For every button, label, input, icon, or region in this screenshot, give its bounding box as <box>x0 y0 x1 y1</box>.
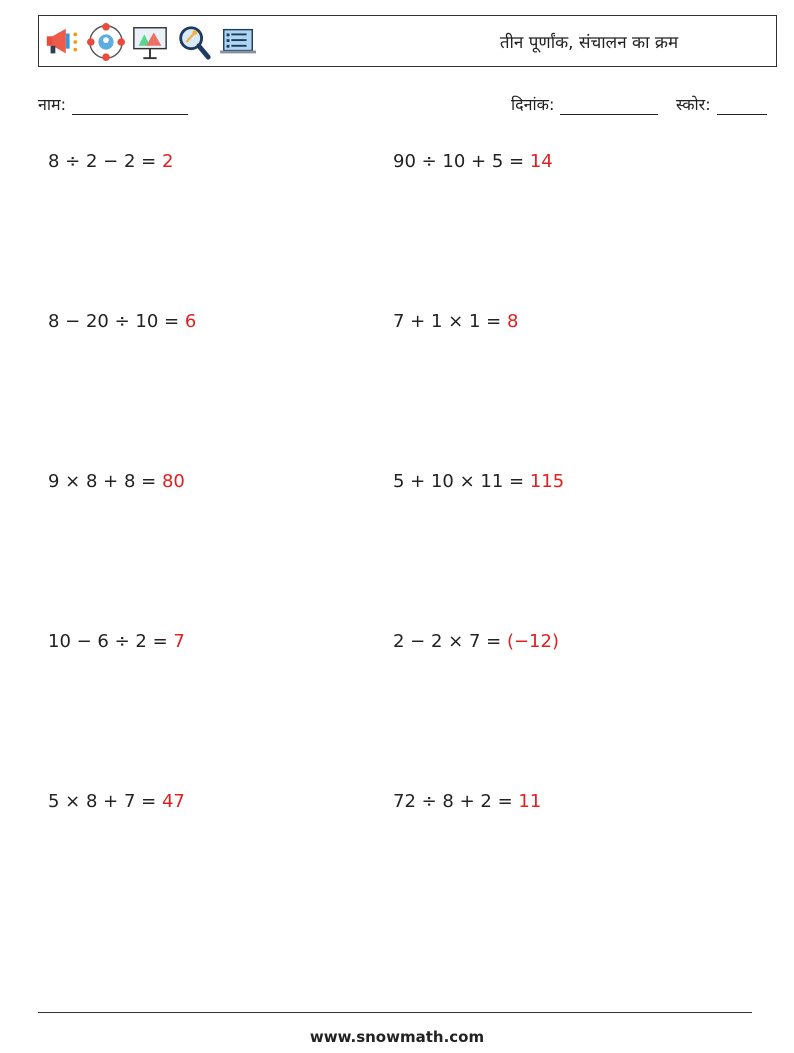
score-field <box>676 93 767 115</box>
problem-answer: (−12) <box>506 631 559 652</box>
name-blank[interactable] <box>72 96 188 115</box>
score-blank[interactable] <box>717 96 767 115</box>
name-field <box>38 93 188 115</box>
problem-8 <box>393 631 559 652</box>
problem-expression: 8 ÷ 2 − 2 = <box>48 151 162 172</box>
problem-answer: 6 <box>184 311 197 332</box>
problem-answer: 7 <box>173 631 185 652</box>
header-icons <box>43 22 257 62</box>
team-circle-icon <box>87 23 125 61</box>
problem-6 <box>393 471 564 492</box>
problem-expression: 8 − 20 ÷ 10 = <box>48 311 185 332</box>
problem-expression: 90 ÷ 10 + 5 = <box>393 151 530 172</box>
problem-expression: 72 ÷ 8 + 2 = <box>393 791 519 812</box>
problem-1 <box>48 151 173 172</box>
name-label: नाम: <box>38 95 66 114</box>
date-field <box>511 93 658 115</box>
presentation-board-icon <box>131 23 169 61</box>
problem-answer: 115 <box>529 471 565 492</box>
worksheet-header <box>38 15 777 67</box>
problem-10 <box>393 791 541 812</box>
footer-divider <box>38 1012 752 1013</box>
problem-expression: 5 + 10 × 11 = <box>393 471 530 492</box>
problem-4 <box>393 311 518 332</box>
problem-3 <box>48 311 196 332</box>
problem-expression: 2 − 2 × 7 = <box>393 631 507 652</box>
problem-9 <box>48 791 185 812</box>
problem-expression: 10 − 6 ÷ 2 = <box>48 631 174 652</box>
footer-url[interactable]: www.snowmath.com <box>309 1028 485 1046</box>
date-blank[interactable] <box>560 96 658 115</box>
worksheet-title: तीन पूर्णांक, संचालन का क्रम <box>499 33 679 53</box>
problem-answer: 8 <box>506 311 519 332</box>
problem-expression: 9 × 8 + 8 = <box>48 471 162 492</box>
problem-expression: 5 × 8 + 7 = <box>48 791 162 812</box>
magnifier-icon <box>175 23 213 61</box>
megaphone-icon <box>43 23 81 61</box>
problem-5 <box>48 471 185 492</box>
laptop-list-icon <box>219 23 257 61</box>
problem-answer: 14 <box>529 151 553 172</box>
score-label: स्कोर: <box>676 95 711 114</box>
problem-answer: 47 <box>161 791 185 812</box>
problem-answer: 2 <box>161 151 174 172</box>
problem-expression: 7 + 1 × 1 = <box>393 311 507 332</box>
date-label: दिनांक: <box>511 95 555 114</box>
problem-2 <box>393 151 553 172</box>
problem-7 <box>48 631 185 652</box>
problem-answer: 11 <box>518 791 542 812</box>
problem-answer: 80 <box>161 471 185 492</box>
